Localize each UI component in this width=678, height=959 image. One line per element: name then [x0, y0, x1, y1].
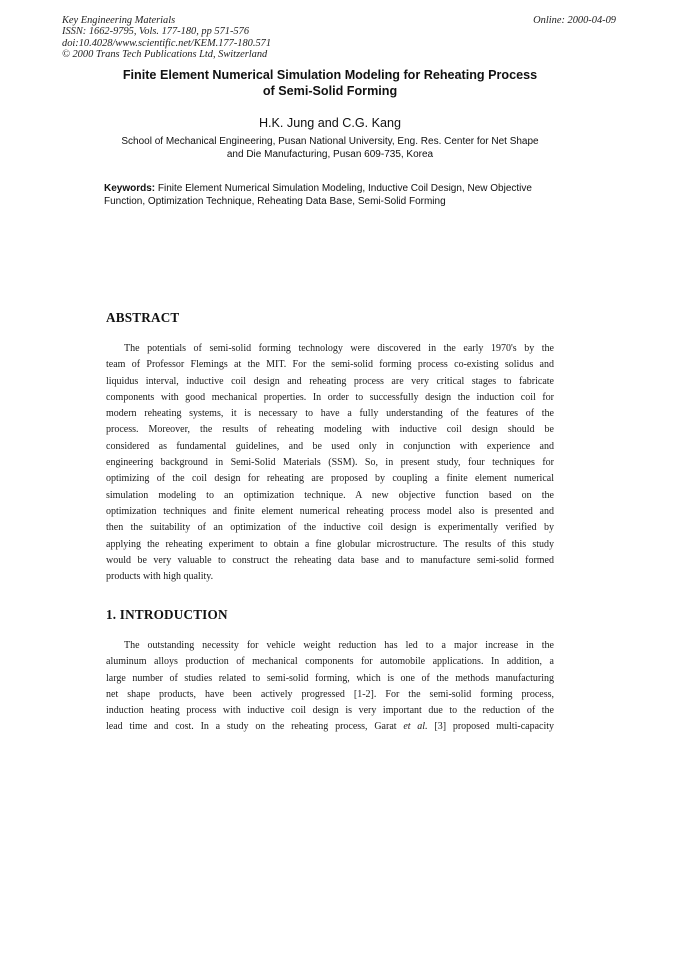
intro-ref: [3]	[427, 721, 453, 733]
abstract-body	[106, 341, 554, 585]
intro-line: net shape products, have been actively progressed [1-2]. For the semi-solid forming process,	[106, 688, 554, 700]
intro-line	[106, 719, 554, 735]
journal-header	[62, 15, 271, 61]
keywords-label: Keywords:	[104, 183, 156, 194]
abstract-line: optimization techniques and finite element numerical reheating process model also is presented and	[106, 505, 554, 517]
abstract-line: optimizing of the coil design for reheating are proposed by coupling a finite element numerical	[106, 473, 554, 485]
abstract-heading: ABSTRACT	[106, 310, 180, 325]
intro-line: The outstanding necessity for vehicle weight reduction has led to a major increase in the	[124, 640, 554, 651]
intro-line-end: proposed multi-capacity	[452, 721, 554, 733]
intro-etal: et al.	[403, 721, 428, 733]
introduction-heading: 1. INTRODUCTION	[106, 607, 228, 622]
title-line-1: Finite Element Numerical Simulation Modeling for Reheating Process	[122, 68, 538, 82]
abstract-line: would be very valuable to construct the reheating data base and to manufacture semi-solid formed	[106, 554, 554, 566]
abstract-line: modern reheating systems, it is necessary to have a fully understanding of the features of the	[106, 408, 554, 420]
intro-line: aluminum alloys production of mechanical components for automobile applications. In addition, a	[106, 656, 554, 668]
keywords-text-1: Finite Element Numerical Simulation Modeling, Inductive Coil Design, New Objective	[155, 183, 532, 194]
title-line-2: of Semi-Solid Forming	[262, 83, 398, 98]
intro-line: large number of studies related to semi-solid forming, which is one of the methods manufacturing	[106, 672, 554, 684]
introduction-body	[106, 638, 554, 736]
doi-line[interactable]: doi:10.4028/www.scientific.net/KEM.177-180.571	[62, 37, 272, 49]
affiliation-line-2: and Die Manufacturing, Pusan 609-735, Korea	[226, 148, 434, 160]
intro-line: induction heating process with inductive coil design is very important due to the reduction of the	[106, 705, 554, 717]
keywords-block	[104, 183, 554, 208]
abstract-line: The potentials of semi-solid forming technology were discovered in the early 1970's by the	[124, 343, 554, 354]
abstract-line: liquidus interval, inductive coil design and reheating process are very critical stages to fabricate	[106, 375, 554, 387]
abstract-line: engineering background in Semi-Solid Materials (SSM). So, in present study, four techniques for	[106, 457, 554, 469]
abstract-line: products with high quality.	[106, 571, 214, 583]
abstract-line: components with good mechanical properties. In order to successfully design the induction coil for	[106, 391, 554, 403]
keywords-line-2: Function, Optimization Technique, Reheating Data Base, Semi-Solid Forming	[104, 195, 446, 207]
online-date: Online: 2000-04-09	[533, 15, 616, 26]
intro-line-text: lead time and cost. In a study on the reheating process, Garat	[106, 721, 404, 733]
abstract-line: then the suitability of an optimization of the inductive coil design is experimentally verified by	[106, 522, 554, 534]
issn-line: ISSN: 1662-9795, Vols. 177-180, pp 571-576	[62, 26, 250, 38]
keywords-line-1	[104, 183, 554, 196]
journal-name: Key Engineering Materials	[62, 15, 176, 26]
affiliation-line-1: School of Mechanical Engineering, Pusan National University, Eng. Res. Center for Net Shape	[121, 136, 539, 147]
paper-authors: H.K. Jung and C.G. Kang	[258, 116, 402, 130]
abstract-line: considered as fundamental guidelines, and be used only in conjunction with experience and	[106, 440, 554, 452]
copyright-line: © 2000 Trans Tech Publications Ltd, Switzerland	[62, 49, 268, 61]
paper-title	[90, 68, 570, 99]
abstract-line: applying the reheating experiment to obtain a fine globular microstructure. The results of this study	[106, 538, 554, 550]
abstract-line: process. Moreover, the results of reheating modeling with inductive coil design should be	[106, 424, 554, 436]
abstract-line: simulation modeling to an optimization technique. A new objective function based on the	[106, 489, 554, 501]
abstract-line: team of Professor Flemings at the MIT. For the semi-solid forming process co-existing solidus and	[106, 359, 554, 371]
affiliation	[100, 136, 560, 161]
